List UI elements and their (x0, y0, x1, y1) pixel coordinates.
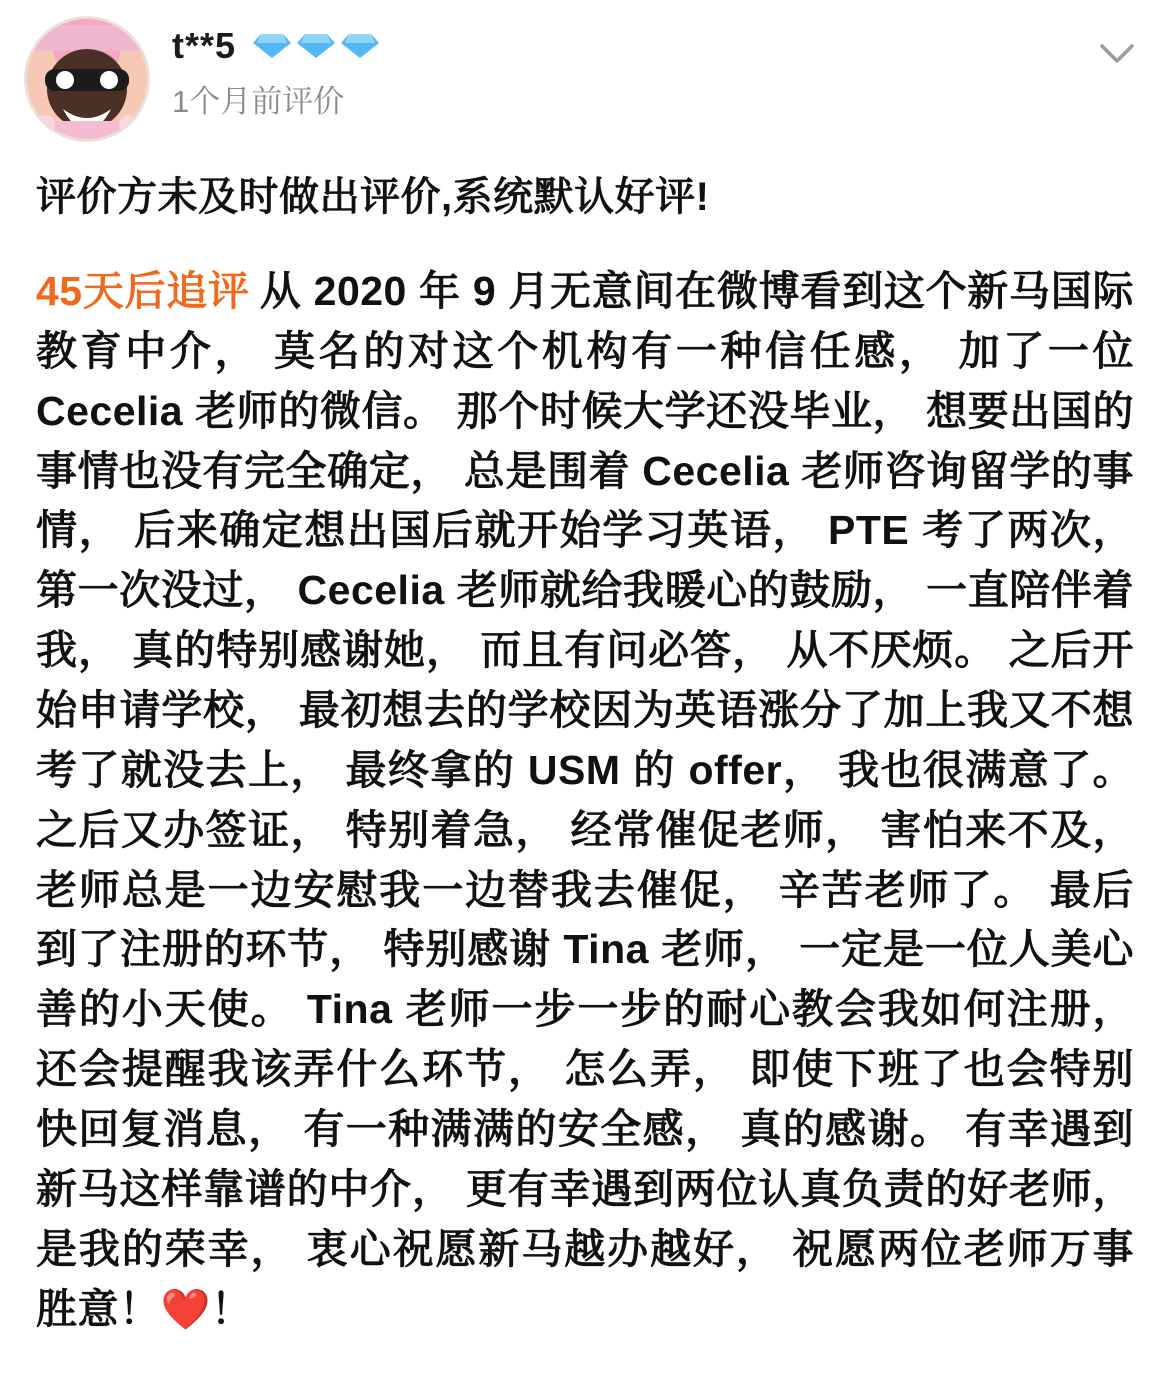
append-review-tail: ！ (210, 1285, 253, 1332)
member-badges (252, 32, 380, 60)
append-review-block (36, 262, 1134, 1339)
append-review-label: 45天后追评 (36, 268, 250, 314)
name-row (172, 25, 1146, 66)
review-body (0, 172, 1170, 1390)
review-header (0, 0, 1170, 142)
append-review-text: 从 2020 年 9 月无意间在微博看到这个新马国际教育中介， 莫名的对这个机构有一种信任感， 加了一位 Cecelia 老师的微信。 那个时候大学还没毕业， 想要出国的事情也没有完全确定， 总是围着 Cecelia 老师咨询留学的事情， 后来确定想出国后就开始学习英语， PTE 考了两次， 第一次没过， Cecelia 老师就给我暖心的鼓励， 一直陪伴着我， 真的特别感谢她， 而且有问必答， 从不厌烦。 之后开始申请学校， 最初想去的学校因为英语涨分了加上我又不想考了就没去上， 最终拿的 USM 的 offer， 我也很满意了。 之后又办签证， 特别着急， 经常催促老师， 害怕来不及， 老师总是一边安慰我一边替我去催促， 辛苦老师了。 最后到了注册的环节， 特别感谢 Tina 老师， 一定是一位人美心善的小天使。 Tina 老师一步一步的耐心教会我如何注册， 还会提醒我该弄什么环节， 怎么弄， 即使下班了也会特别快回复消息， 有一种满满的安全感， 真的感谢。 有幸遇到新马这样靠谱的中介， 更有幸遇到两位认真负责的好老师， 是我的荣幸， 衷心祝愿新马越办越好， 祝愿两位老师万事胜意！ (36, 268, 1135, 1332)
user-name: t**5 (172, 25, 237, 66)
avatar[interactable] (24, 16, 150, 142)
heart-icon: ❤️ (160, 1287, 211, 1332)
diamond-icon (252, 32, 292, 60)
user-meta (172, 14, 1146, 117)
diamond-icon (340, 32, 380, 60)
first-comment-text: 评价方未及时做出评价,系统默认好评! (36, 175, 710, 219)
review-timestamp: 1个月前评价 (172, 84, 345, 119)
chevron-down-icon[interactable] (1094, 30, 1140, 76)
diamond-icon (296, 32, 336, 60)
